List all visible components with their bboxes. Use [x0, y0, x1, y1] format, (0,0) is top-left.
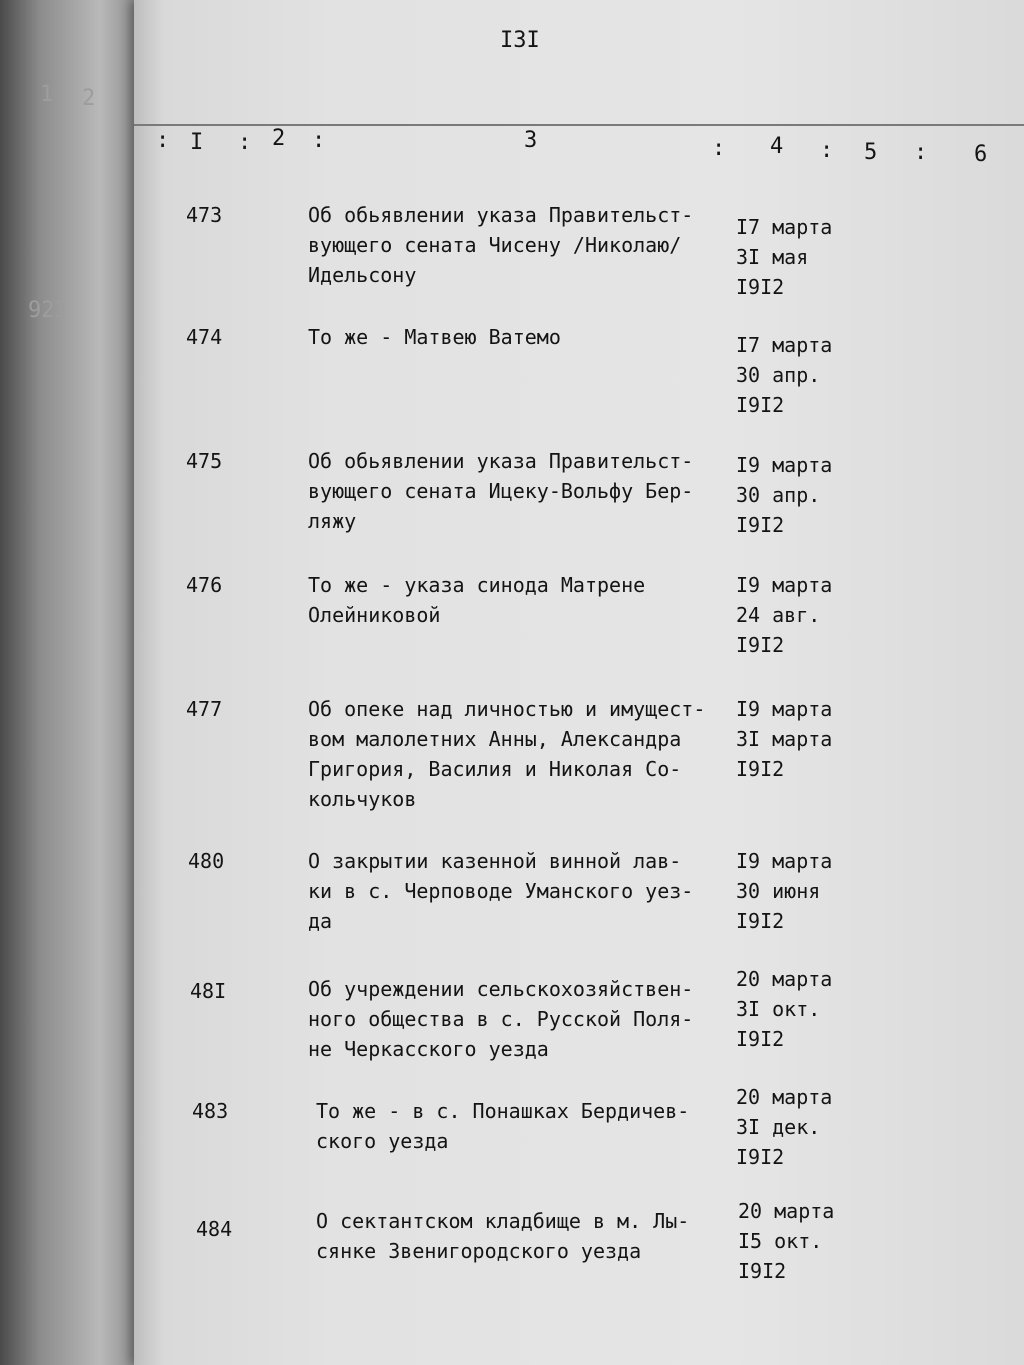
col-sep: :	[914, 140, 928, 165]
entry-description: Об учреждении сельскохозяйствен- ного общества в с. Русской Поля- не Черкасского уезда	[308, 977, 694, 1061]
entry-description: О закрытии казенной винной лав- ки в с. Черповоде Уманского уез- да	[308, 849, 694, 933]
col-sep: :	[820, 138, 834, 163]
entry-description: То же - Матвею Ватемо	[308, 325, 561, 349]
col-header-3: 3	[524, 128, 538, 153]
col-sep: :	[238, 130, 252, 155]
entry-number: 477	[186, 697, 223, 721]
entry-description: Об опеке над личностью и имущест- вом малолетних Анны, Александра Григория, Василия и Николая Со- кольчуков	[308, 697, 706, 811]
entry-number: 475	[186, 449, 223, 473]
entry-description: Об обьявлении указа Правительст- вующего сената Ицеку-Вольфу Бер- ляжу	[308, 449, 694, 533]
left-page-edge	[0, 0, 150, 1365]
entry-number: 474	[186, 325, 223, 349]
col-header-2: 2	[272, 126, 286, 151]
entry-dates: I7 марта 3I мая I9I2	[736, 215, 833, 299]
col-header-5: 5	[864, 140, 878, 165]
entry-number: 484	[196, 1217, 233, 1241]
entry-number: 480	[188, 849, 225, 873]
entry-dates: I9 марта 24 авг. I9I2	[736, 573, 833, 657]
col-header-4: 4	[770, 134, 784, 159]
entry-description: О сектантском кладбище в м. Лы- сянке Звенигородского уезда	[316, 1209, 690, 1263]
col-header-1: I	[190, 130, 204, 155]
entry-description: То же - указа синода Матрене Олейниковой	[308, 573, 646, 627]
page-number: I3I	[500, 28, 540, 53]
entry-dates: I9 марта 30 апр. I9I2	[736, 453, 833, 537]
col-sep: :	[156, 128, 170, 153]
entry-number: 476	[186, 573, 223, 597]
entry-number: 483	[192, 1099, 229, 1123]
entry-number: 48I	[190, 979, 227, 1003]
entry-number: 473	[186, 203, 223, 227]
ghost-mark: 2	[82, 86, 96, 111]
entry-dates: 20 марта 3I окт. I9I2	[736, 967, 833, 1051]
header-rule	[134, 124, 1024, 126]
entry-dates: I9 марта 30 июня I9I2	[736, 849, 833, 933]
col-sep: :	[712, 136, 726, 161]
ghost-mark: 923	[28, 298, 68, 323]
entry-dates: 20 марта 3I дек. I9I2	[736, 1085, 833, 1169]
document-page	[134, 0, 1024, 1365]
entry-dates: I7 марта 30 апр. I9I2	[736, 333, 833, 417]
entry-description: Об обьявлении указа Правительст- вующего сената Чисену /Николаю/ Идельсону	[308, 203, 694, 287]
col-sep: :	[312, 128, 326, 153]
entry-dates: 20 марта I5 окт. I9I2	[738, 1199, 835, 1283]
entry-dates: I9 марта 3I марта I9I2	[736, 697, 833, 781]
entry-description: То же - в с. Понашках Бердичев- ского уезда	[316, 1099, 690, 1153]
col-header-6: 6	[974, 142, 988, 167]
ghost-mark: 1	[40, 82, 54, 107]
